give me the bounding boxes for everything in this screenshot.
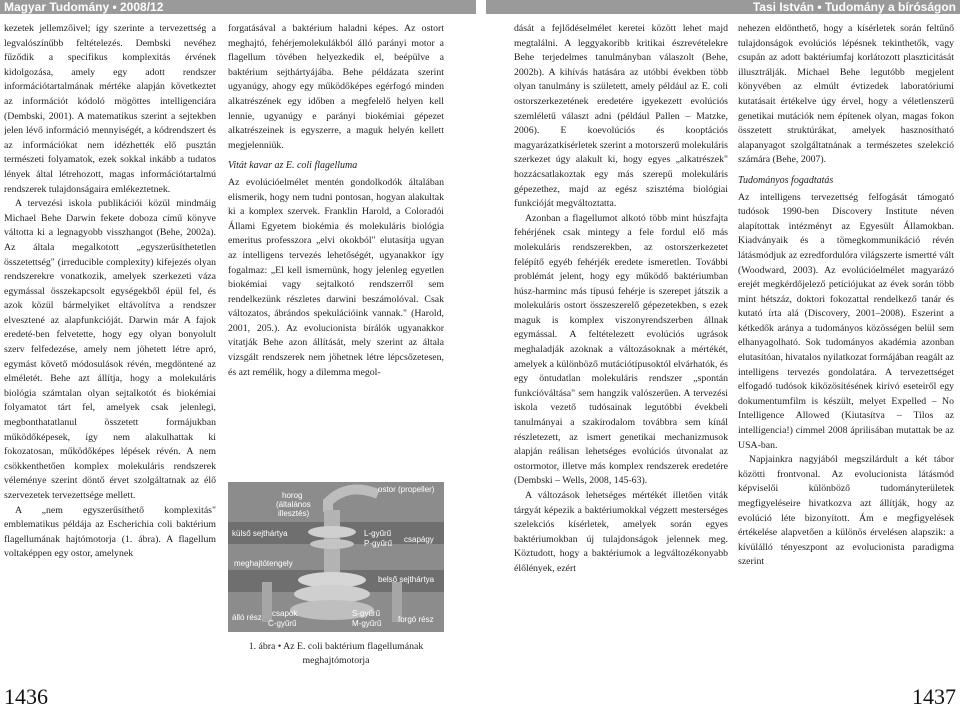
- p-ring-shape: [310, 539, 354, 549]
- figure-caption: [228, 640, 444, 668]
- fig-label-stator: álló rész: [232, 613, 262, 622]
- paragraph: Napjainkra nagyjából megszilárdult a két tábor közötti frontvonal. Az evolucionista látásmód képviselői különböző tudományterületek megfigyeléseire hivatkozva azt állítják, hogy az evolúció léte bizonyított. Ám e megfigyelések értékelése alapvetően a különös érvelésen alapszik: a kívülálló tényeszpont az evolucionista paradigma szerint: [738, 454, 954, 568]
- caption-line: meghajtómotorja: [302, 655, 370, 666]
- column-3: [514, 22, 728, 662]
- fig-label-l-ring: L-gyűrű: [364, 529, 392, 538]
- fig-label-c-ring: C-gyűrű: [268, 619, 297, 628]
- fig-label-hook: horog: [282, 491, 303, 500]
- stud-shape: [262, 582, 272, 622]
- fig-label-inner-membrane: belső sejthártya: [378, 575, 435, 584]
- fig-label-m-ring: M-gyűrű: [352, 619, 382, 628]
- paragraph: A „nem egyszerűsíthető komplexitás" emblematikus példája az Escherichia coli baktérium flagellumának hajtómotorja (1. ábra). A flagellum voltaképpen egy ostor, amelynek: [4, 504, 216, 560]
- paragraph: Az evolúcióelmélet mentén gondolkodók általában elismerik, hogy nem tudni pontosan, hogyan alakultak ki a komplex szervek. Franklin Harold, a Coloradói Állami Egyetem biokémia és molekuláris biológia emeritus professzora „elvi okokból" elutasítja ugyan az intelligens tervezés lehetőségét, ugyanakkor így fogalmaz: „El kell ismernünk, hogy jelenleg egyetlen biokémiai vagy sejtalkotó rendszerről sem rendelkezünk részletes darwini beszámolóval. Csak változatos, ábrándos spekulációink vannak." (Harold, 2001, 205.). Az evolucionista bírálók ugyanakkor vitatják Behe azon állítását, mely szerint az általa vizsgált rendszerek nem jöhetnek létre lépcsőzetesen, és azt remélik, hogy a dilemma megol-: [228, 176, 444, 378]
- flagellum-motor-figure: [228, 482, 444, 632]
- section-heading: Tudományos fogadtatás: [738, 174, 834, 186]
- fig-label-hook-sub2: illesztés): [278, 509, 310, 518]
- page-number-right: 1437: [912, 684, 956, 709]
- page-number-left: 1436: [4, 684, 48, 709]
- fig-label-drive-shaft: meghajtótengely: [234, 559, 293, 568]
- l-ring-shape: [308, 526, 356, 538]
- paragraph: forgatásával a baktérium haladni képes. Az ostort meghajtó, fehérjemolekulákból álló parányi motor a flagellum tövében helyezkedik el, beépülve a baktérium sejthártyájába. Behe példázata szerint ugyanúgy, ahogy egy működőképes egérfogó minden alkatrészének egy időben a megfelelő helyen kell lennie, ugyanúgy e parányi biokémiai gépezet alkatrészeinek is egyszerre, a maguk helyén kellett megjelenniük.: [228, 23, 444, 151]
- paragraph: dását a fejlődéselmélet keretei között lehet majd megtalálni. A leggyakoribb kritikai észrevételekre Behe terjedelmes tanulmányban válaszolt (Behe, 2002b). A kihívás hatására az utóbbi években több olyan tanulmány is született, amely például az E. coli ostorszerkezetének eredetére igyekezett evolúciós szemléletű választ adni (például Pallen – Matzke, 2006). E koevolúciós és kooptációs magyarázatkísérletek szerint a motorszerű molekuláris szerkezet úgy alakult ki, hogy egyes „alkatrészek" hozzácsatlakoztak egy más szerepű molekuláris gépezethez, majd az egész szisztéma biológiai funkcióját megváltoztatta.: [514, 23, 728, 210]
- paragraph: A változások lehetséges mértékét illetően viták tárgyát képezik a baktériumokkal végzett mesterséges szelekciós kísérletek, amelyek során egyes baktériumokban új tulajdonságok jelennek meg. Köztudott, hogy a baktériumok a legváltozékonyabb élőlények, ezért: [514, 490, 728, 574]
- fig-label-rotor: forgó rész: [398, 615, 434, 624]
- paragraph: nehezen eldönthető, hogy a kísérletek során feltűnő tulajdonságok evolúciós lépésnek tekinthetők, vagy csupán az adott baktériumfaj korlátozott plaszticitását illusztrálják. Michael Behe legutóbb megjelent könyvében az elmúlt évtizedek laboratóriumi kutatásait értékelve úgy érvel, hogy a véletlenszerű genetikai mutációk nem építenek olyan, magas fokon összetett struktúrákat, amelyek hasznosítható alapanyagot szolgáltatnának a természetes szelekció számára (Behe, 2007).: [738, 23, 954, 166]
- column-2: [228, 22, 444, 477]
- fig-label-filament: ostor (propeller): [378, 485, 435, 494]
- running-header-left: Magyar Tudomány • 2008/12: [0, 0, 476, 14]
- fig-label-studs: csapok: [272, 609, 298, 618]
- section-heading: Vitát kavar az E. coli flagelluma: [228, 160, 358, 172]
- fig-label-hook-sub: (általános: [276, 500, 311, 509]
- fig-label-p-ring: P-gyűrű: [364, 539, 393, 548]
- paragraph: kezetek jellemzőivel; így szerinte a tervezettség a legvalószínűbb feltételezés. Dembski nevéhez fűződik a specifikus komplexitás érvének kidolgozása, amely egy adott rendszer információtartalmának mértéke alapján következtet az információt kódoló mögöttes intelligenciára (Dembski, 2001). A matematikus szerint a sejtekben jelen lévő információ mennyiségét, a kódrendszert és az információkat nem idézhették elő pusztán természeti folyamatok, ezek sokkal inkább a tudatos lények által létrehozott, magas információtartalmú rendszerek tulajdonságaira emlékeztetnek.: [4, 23, 216, 195]
- fig-label-s-ring: S-gyűrű: [352, 609, 381, 618]
- fig-label-bushing: csapágy: [404, 535, 434, 544]
- fig-label-outer-membrane: külső sejthártya: [232, 529, 288, 538]
- column-1: [4, 22, 216, 662]
- paragraph: Azonban a flagellumot alkotó több mint húszfajta fehérjének csak mintegy a fele fordul elő más molekuláris rendszerekben, az ostorszerkezetet felépítő egyéb fehérjék eredete ismeretlen. További problémát jelent, hogy egy működő baktériumban húsz-harminc más típusú fehérje is szerepet játszik a molekuláris ostort összeszerelő gépezetekben, s ezek maguk is komplex viszonyrendszerben állnak egymással. A feltételezett evolúciós ugrások meghaladják azoknak a változásoknak a mértékét, amelyek a különböző mutációtípusoktól elvárhatók, és egy öntudatlan molekuláris rendszer „spontán funkcióváltása" sem hangzik valószerűen. A tervezési iskola vezető tudósainak legutóbbi évekbeli tanulmányai a szakirodalom továbbra sem kínál részletezett, az ismert genetikai mechanizmusok alapján reálisan lehetséges evolúciós útvonalat az ostormotor, illetve más komplex rendszerek eredetére (Dembski – Wells, 2008, 145-63).: [514, 212, 728, 487]
- running-header-right: Tasi István • Tudomány a bíróságon: [486, 0, 960, 14]
- column-4: [738, 22, 954, 662]
- paragraph: Az intelligens tervezettség felfogását támogató tudósok 1990-ben Discovery Institute néven alapítottak intézményt az Egyesült Államokban. Kiadványaik és a tömegkommunikáció révén látásmódjuk az ezredfordulóra világszerte ismertté vált (Woodward, 2003). Az evolúcióelmélet magyarázó erejét megkérdőjelező petíciójukat az évek során több mint hétszáz, doktori fokozattal rendelkező tanár és kutató írta alá (Discovery, 2001–2008). Eszerint a kétkedők aránya a tudományos közösségen belül sem elhanyagolható. Sok tudományos akadémia azonban elutasítóan, hivatalos nyilatkozat formájában reagált az intelligens tervezés gondolatára. A tervezettséget elfogadó tudósok kiközösítésének kirívó eseteiről egy dokumentumfilm is készült, melyet Expelled – No Intelligence Allowed (Kiutasítva – Tilos az intelligencia!) címmel 2008 áprilisában mutattak be az USA-ban.: [738, 191, 954, 451]
- caption-line: 1. ábra • Az E. coli baktérium flagellumának: [248, 641, 424, 652]
- paragraph: A tervezési iskola publikációi közül mindmáig Michael Behe Darwin fekete doboza című könyve váltotta ki a legnagyobb visszhangot (Behe, 2002a). Az általa megalkotott „egyszerűsíthetetlen összetettség" (irreducible complexity) kifejezés olyan rendszerekre vonatkozik, amelyek szerkezeti váza egymással összekapcsolt egységekből épül fel, és azok közül bármelyiket eltávolítva a rendszer elvesztené az alapfunkcióját. Darwin már A fajok eredeté-ben felvetette, hogy egy olyan bonyolult szerv felfedezése, amely nem jöhetett létre apró, egymást követő módosulások révén, megdöntené az elméletét. Behe azt állítja, hogy a molekuláris biológia számtalan olyan sejtalkotót és biokémiai folyamatot tárt fel, amelyek csak jelenlegi, megbonthatatlanul összetett formájukban működőképesek, így nem alakulhattak ki fokozatosan, működőképes lépések révén. A nem csökkenthetően komplex molekuláris rendszerek véleménye szerint döntő érvet szolgáltatnak az élő szervezetek tervezettsége mellett.: [4, 198, 216, 501]
